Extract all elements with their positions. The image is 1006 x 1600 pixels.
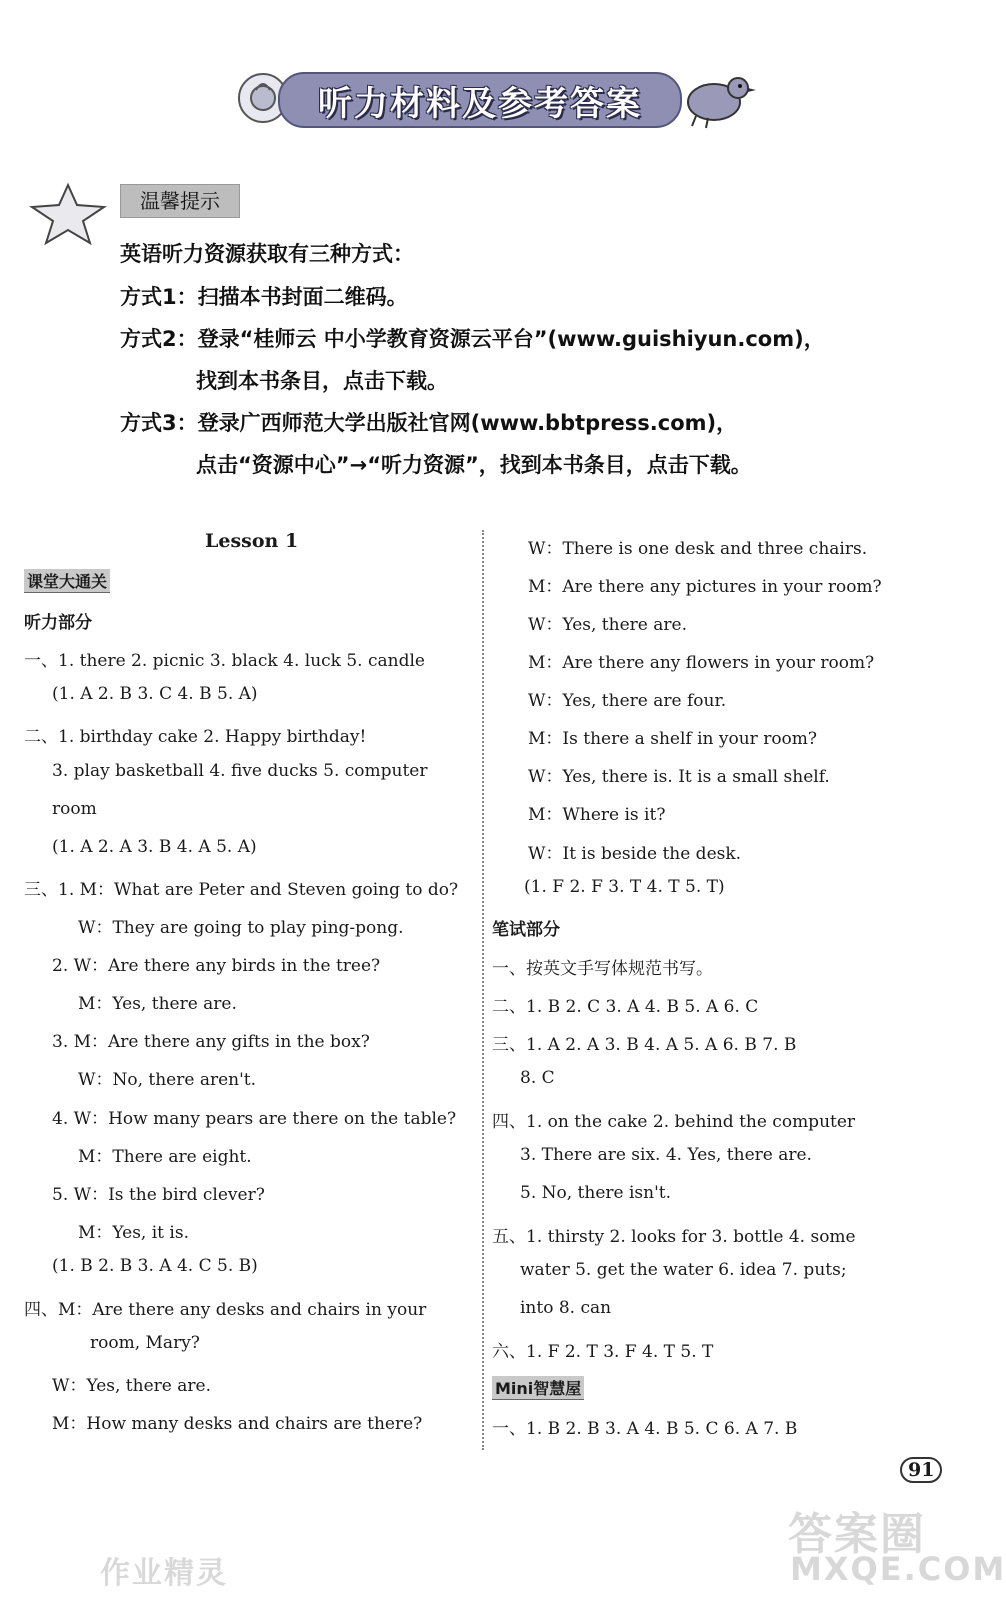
answer-line: 5. No, there isn't.: [520, 1183, 671, 1203]
answer-line: 5. W：Is the bird clever?: [52, 1185, 265, 1205]
watermark-text: 作业精灵: [100, 1556, 228, 1591]
answer-line: 一、按英文手写体规范书写。: [492, 959, 713, 979]
subsection-heading: 听力部分: [24, 613, 92, 633]
answer-line: 8. C: [520, 1068, 555, 1088]
answer-line: W：It is beside the desk.: [528, 844, 742, 864]
answer-line: 一、1. B 2. B 3. A 4. B 5. C 6. A 7. B: [492, 1419, 798, 1439]
watermark-site: MXQE.COM: [790, 1550, 1006, 1588]
answer-line: room, Mary?: [90, 1333, 200, 1353]
tip-line: 方式1：扫描本书封面二维码。: [120, 285, 408, 309]
tip-label: 温馨提示: [120, 184, 240, 218]
answer-line: 二、1. B 2. C 3. A 4. B 5. A 6. C: [492, 997, 759, 1017]
banner-title: 听力材料及参考答案: [318, 84, 642, 124]
tip-line: 找到本书条目，点击下载。: [196, 369, 448, 393]
answer-line: (1. B 2. B 3. A 4. C 5. B): [52, 1256, 258, 1276]
answer-line: (1. A 2. A 3. B 4. A 5. A): [52, 837, 257, 857]
answer-line: W：Yes, there is. It is a small shelf.: [528, 767, 830, 787]
answer-line: water 5. get the water 6. idea 7. puts;: [520, 1260, 847, 1280]
answer-line: 一、1. there 2. picnic 3. black 4. luck 5. candle: [24, 651, 425, 671]
column-divider: [482, 530, 484, 1450]
answer-line: 六、1. F 2. T 3. F 4. T 5. T: [492, 1342, 714, 1362]
answer-line: W：They are going to play ping-pong.: [78, 918, 404, 938]
star-icon: [28, 183, 108, 245]
answer-line: 二、1. birthday cake 2. Happy birthday!: [24, 727, 367, 747]
subsection-heading: 笔试部分: [492, 920, 560, 940]
answer-line: M：How many desks and chairs are there?: [52, 1414, 423, 1434]
section-heading: Mini智慧屋: [492, 1376, 584, 1400]
bird-icon: [678, 66, 758, 130]
answer-line: (1. A 2. B 3. C 4. B 5. A): [52, 684, 258, 704]
tip-line: 英语听力资源获取有三种方式：: [120, 242, 414, 266]
tip-line: 方式3：登录广西师范大学出版社官网(www.bbtpress.com)，: [120, 411, 738, 435]
answer-line: M：Are there any flowers in your room?: [528, 653, 875, 673]
answer-line: 2. W：Are there any birds in the tree?: [52, 956, 381, 976]
answer-line: 3. M：Are there any gifts in the box?: [52, 1032, 370, 1052]
answer-line: room: [52, 799, 97, 819]
answer-line: W：Yes, there are.: [528, 615, 687, 635]
page-number: 91: [900, 1457, 942, 1483]
answer-line: W：Yes, there are four.: [528, 691, 727, 711]
answer-line: W：Yes, there are.: [52, 1376, 211, 1396]
answer-line: M：Yes, there are.: [78, 994, 237, 1014]
tip-line: 方式2：登录“桂师云 中小学教育资源云平台”(www.guishiyun.com)，: [120, 327, 825, 351]
answer-line: 三、1. A 2. A 3. B 4. A 5. A 6. B 7. B: [492, 1035, 797, 1055]
answer-line: 三、1. M：What are Peter and Steven going to do?: [24, 880, 459, 900]
answer-line: M：Where is it?: [528, 805, 666, 825]
tip-line: 点击“资源中心”→“听力资源”，找到本书条目，点击下载。: [196, 453, 752, 477]
answer-line: 4. W：How many pears are there on the table?: [52, 1109, 457, 1129]
answer-line: W：There is one desk and three chairs.: [528, 539, 868, 559]
lesson-title: Lesson 1: [205, 530, 299, 552]
title-banner: [228, 62, 758, 132]
answer-line: M：Yes, it is.: [78, 1223, 189, 1243]
answer-line: 四、M：Are there any desks and chairs in your: [24, 1300, 427, 1320]
answer-line: 3. There are six. 4. Yes, there are.: [520, 1145, 812, 1165]
answer-line: 四、1. on the cake 2. behind the computer: [492, 1112, 856, 1132]
answer-line: 3. play basketball 4. five ducks 5. computer: [52, 761, 428, 781]
answer-line: W：No, there aren't.: [78, 1070, 257, 1090]
answer-line: M：There are eight.: [78, 1147, 252, 1167]
answer-line: into 8. can: [520, 1298, 612, 1318]
section-heading: 课堂大通关: [24, 569, 110, 593]
answer-line: M：Is there a shelf in your room?: [528, 729, 818, 749]
watermark-logo: 答案圈: [788, 1509, 926, 1560]
answer-line: 五、1. thirsty 2. looks for 3. bottle 4. some: [492, 1227, 856, 1247]
answer-line: M：Are there any pictures in your room?: [528, 577, 882, 597]
answer-line: (1. F 2. F 3. T 4. T 5. T): [524, 877, 725, 897]
